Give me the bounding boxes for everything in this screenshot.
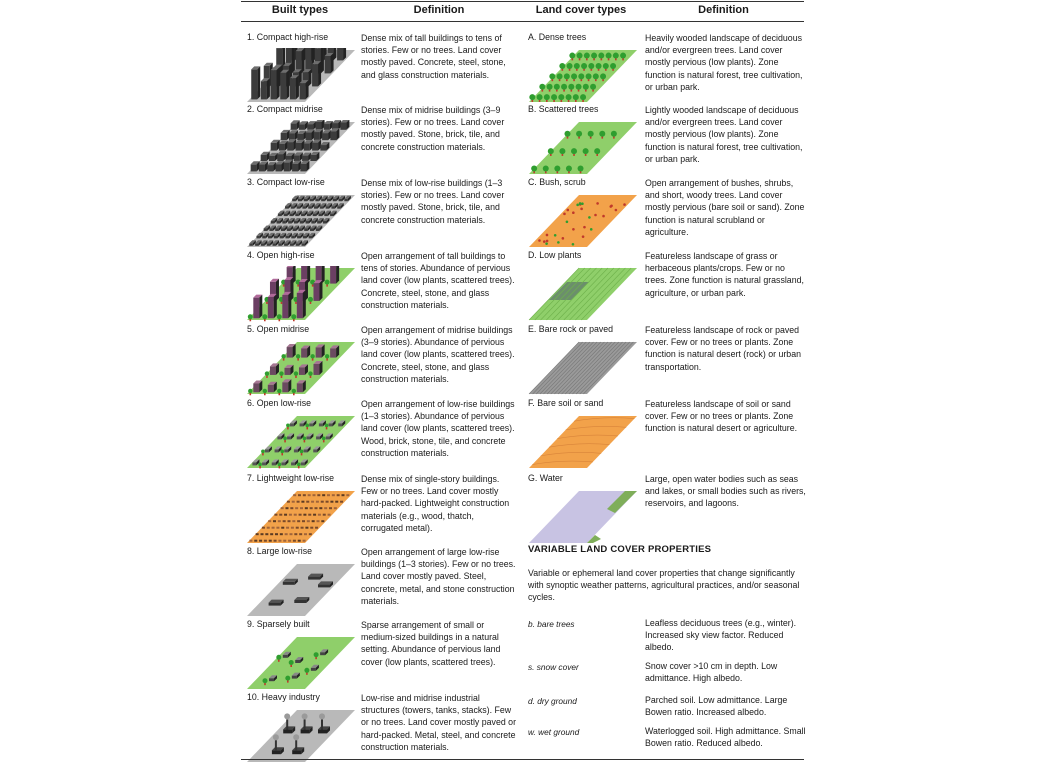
land-cover-image [527,120,639,176]
land-cover-illustration [527,340,639,396]
land-cover-illustration [527,48,639,104]
built-type-label: 8. Large low-rise [247,546,313,556]
built-type-label: 2. Compact midrise [247,104,323,114]
built-type-image [245,635,357,691]
built-type-definition: Open arrangement of midrise buildings (3–9 stories). Abundance of pervious land cover (low plants, scattered trees). Concrete, steel, stone, and glass construction materials. [361,325,515,384]
land-cover-image [527,489,639,545]
built-type-image [245,193,357,249]
land-cover-illustration [527,120,639,176]
land-cover-definition: Featureless landscape of grass or herbaceous plants/crops. Few or no trees. Zone function is natural grassland, agriculture, or urban park. [645,251,804,298]
land-cover-definition: Open arrangement of bushes, shrubs, and short, woody trees. Land cover mostly pervious (bare soil or sand). Zone function is natural scrubland or agriculture. [645,178,805,237]
land-cover-image [527,414,639,470]
variable-properties-title: VARIABLE LAND COVER PROPERTIES [528,544,712,555]
land-cover-definition: Large, open water bodies such as seas and lakes, or small bodies such as rivers, reservoirs, and lagoons. [645,474,806,509]
lcz-table [241,0,806,765]
built-type-image [245,120,357,176]
top-rule [241,1,804,2]
land-cover-definition: Heavily wooded landscape of deciduous and/or evergreen trees. Land cover mostly pervious (low plants). Zone function is natural forest, tree cultivation, or urban park. [645,33,803,92]
built-type-illustration [245,414,357,470]
vlc-def-dry-ground: Parched soil. Low admittance. Large Bowen ratio. Increased albedo. [645,695,788,718]
built-type-illustration [245,635,357,691]
built-type-image [245,340,357,396]
built-type-illustration [245,562,357,618]
vlc-def-snow-cover: Snow cover >10 cm in depth. Low admittance. High albedo. [645,661,778,684]
land-cover-image [527,266,639,322]
built-type-definition: Open arrangement of tall buildings to tens of stories. Abundance of pervious land cover (low plants, scattered trees). Concrete, steel, stone, and glass construction materials. [361,251,515,310]
bottom-rule [241,759,804,760]
built-type-illustration [245,489,357,545]
built-type-label: 4. Open high-rise [247,250,315,260]
built-type-image [245,266,357,322]
built-type-definition: Dense mix of midrise buildings (3–9 stories). Few or no trees. Land cover mostly paved. Stone, brick, tile, and concrete construction materials. [361,105,505,152]
built-type-image [245,48,357,104]
land-cover-definition: Featureless landscape of rock or paved cover. Few or no trees or plants. Zone function is natural desert (rock) or urban transportation. [645,325,801,372]
built-type-image [245,489,357,545]
built-type-image [245,708,357,764]
land-cover-illustration [527,414,639,470]
land-cover-illustration [527,266,639,322]
land-cover-label: B. Scattered trees [528,104,599,114]
built-type-illustration [245,120,357,176]
vlc-name-snow-cover: s. snow cover [528,662,579,672]
land-cover-label: A. Dense trees [528,32,587,42]
land-cover-definition: Featureless landscape of soil or sand cover. Few or no trees or plants. Zone function is natural desert or agriculture. [645,399,798,434]
built-type-label: 6. Open low-rise [247,398,312,408]
built-type-illustration [245,48,357,104]
vlc-name-dry-ground: d. dry ground [528,696,577,706]
land-cover-image [527,340,639,396]
vlc-name-wet-ground: w. wet ground [528,727,580,737]
built-type-label: 3. Compact low-rise [247,177,325,187]
land-cover-image [527,48,639,104]
built-type-definition: Dense mix of tall buildings to tens of stories. Few or no trees. Land cover mostly paved. Concrete, steel, stone, and glass construction materials. [361,33,506,80]
land-cover-label: E. Bare rock or paved [528,324,614,334]
built-type-definition: Dense mix of low-rise buildings (1–3 stories). Few or no trees. Land cover mostly paved. Stone, brick, tile, and concrete construction materials. [361,178,505,225]
land-cover-illustration [527,193,639,249]
built-type-illustration [245,340,357,396]
variable-properties-intro: Variable or ephemeral land cover properties that change significantly with synoptic weather patterns, agricultural practices, and/or seasonal cycles. [528,568,800,603]
built-type-label: 1. Compact high-rise [247,32,329,42]
built-type-label: 7. Lightweight low-rise [247,473,335,483]
built-type-definition: Open arrangement of low-rise buildings (1–3 stories). Abundance of pervious land cover (low plants, scattered trees). Wood, brick, stone, tile, and concrete construction materials. [361,399,515,458]
land-cover-illustration [527,489,639,545]
land-cover-label: G. Water [528,473,563,483]
built-type-label: 9. Sparsely built [247,619,310,629]
land-cover-definition: Lightly wooded landscape of deciduous and/or evergreen trees. Land cover mostly pervious (low plants). Zone function is natural forest, tree cultivation, or urban park. [645,105,803,164]
land-cover-label: D. Low plants [528,250,582,260]
built-type-illustration [245,193,357,249]
built-type-definition: Sparse arrangement of small or medium-sized buildings in a natural setting. Abundance of pervious land cover (low plants, scattered trees). [361,620,501,667]
land-cover-image [527,193,639,249]
built-type-illustration [245,266,357,322]
built-type-definition: Low-rise and midrise industrial structures (towers, tanks, stacks). Few or no trees. Land cover mostly paved or hard-packed. Metal, steel, and concrete construction materials. [361,693,517,752]
built-type-definition: Open arrangement of large low-rise buildings (1–3 stories). Few or no trees. Land cover mostly paved. Steel, concrete, metal, and stone construction materials. [361,547,516,606]
header-built-types: Built types [271,4,329,16]
vlc-name-bare-trees: b. bare trees [528,619,575,629]
vlc-def-bare-trees: Leafless deciduous trees (e.g., winter). Increased sky view factor. Reduced albedo. [645,618,797,653]
vlc-def-wet-ground: Waterlogged soil. High admittance. Small Bowen ratio. Reduced albedo. [645,726,806,749]
land-cover-label: F. Bare soil or sand [528,398,604,408]
header-land-cover-types: Land cover types [535,4,627,16]
land-cover-label: C. Bush, scrub [528,177,586,187]
header-definition-right: Definition [698,4,749,16]
header-rule [241,21,804,22]
built-type-illustration [245,708,357,764]
built-type-label: 5. Open midrise [247,324,310,334]
built-type-image [245,562,357,618]
built-type-image [245,414,357,470]
built-type-label: 10. Heavy industry [247,692,320,702]
built-type-definition: Dense mix of single-story buildings. Few or no trees. Land cover mostly hard-packed. Lightweight construction materials (e.g., wood, thatch, corrugated metal). [361,474,510,533]
header-definition-left: Definition [413,4,465,16]
